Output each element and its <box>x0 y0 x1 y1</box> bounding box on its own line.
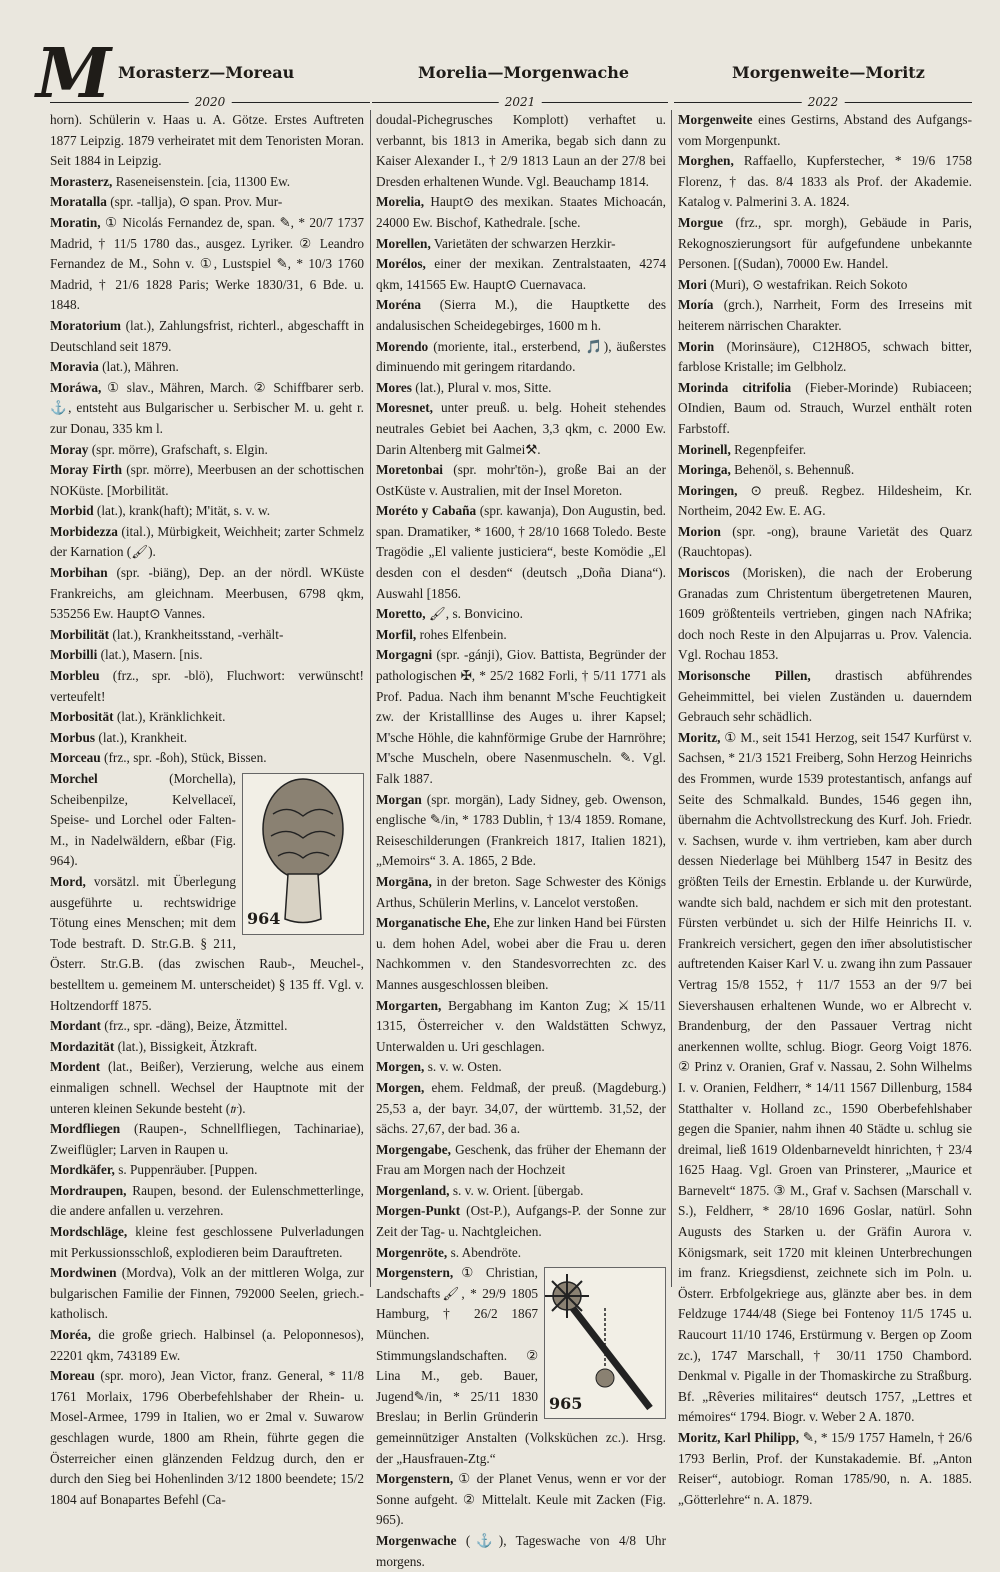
dictionary-entry <box>376 1181 666 1202</box>
entry-headword: Mord, <box>50 873 86 889</box>
entry-text: s. v. w. Osten. <box>424 1059 502 1075</box>
entry-text: (spr. morgän), Lady Sidney, geb. Owenson, englische ✎/in, * 1783 Dublin, † 13/4 1859. Romane, Reiseschilderungen (Frankreich 1817, Italien 1821), „Memoirs“ 3. A. 1865, 2 Bde. <box>376 791 666 869</box>
entry-text: (grch.), Narrheit, Form des Irreseins mit heiterem närrischen Charakter. <box>678 297 972 333</box>
entry-headword: Moretonbai <box>376 462 443 478</box>
entry-headword: Morgenstern, <box>376 1265 454 1281</box>
entry-headword: Mordazität <box>50 1038 115 1054</box>
page-number-right: 2022 <box>802 95 845 109</box>
entry-text: (spr. mörre), Grafschaft, s. Elgin. <box>88 441 268 457</box>
entry-text: (lat.), Masern. [nis. <box>97 647 203 663</box>
entry-text: (Muri), ⊙ westafrikan. Reich Sokoto <box>706 276 908 292</box>
entry-headword: Morin <box>678 338 715 354</box>
text-column-middle <box>376 110 667 1569</box>
dictionary-entry <box>50 645 364 666</box>
entry-headword: Morgan <box>376 791 422 807</box>
figure-965-label: 965 <box>549 1393 583 1413</box>
entry-headword: Mordent <box>50 1059 101 1075</box>
entry-headword: Morgen-Punkt <box>376 1203 461 1219</box>
entry-text: (frz., spr. -blö), Fluchwort: verwünscht! verteufelt! <box>50 668 364 704</box>
dictionary-entry <box>50 1325 364 1366</box>
dictionary-entry <box>50 666 364 707</box>
column-divider <box>671 110 672 1287</box>
page-number-row-right <box>674 96 972 110</box>
entry-headword: Morasterz, <box>50 173 113 189</box>
dictionary-entry <box>50 172 364 193</box>
dictionary-entry <box>50 501 364 522</box>
dictionary-entry <box>376 1469 666 1531</box>
entry-headword: Morinell, <box>678 441 731 457</box>
entry-headword: Morbilli <box>50 647 98 663</box>
dictionary-entry <box>50 563 364 625</box>
entry-headword: Moráwa, <box>50 379 102 395</box>
dictionary-entry <box>50 707 364 728</box>
entry-headword: Morellen, <box>376 235 431 251</box>
dictionary-entry <box>50 748 364 769</box>
entry-text: (spr. mohr'tön-), große Bai an der OstKüste v. Australien, mit der Insel Moreton. <box>376 462 666 498</box>
entry-text: Ehe zur linken Hand bei Fürsten u. dem hohen Adel, wobei aber die Frau u. deren Nachkommen v. den Standesvorrechten zc. des Mannes ausgeschlossen bleiben. <box>376 915 666 992</box>
entry-text: (lat.), Bissigkeit, Ätzkraft. <box>114 1038 258 1054</box>
entry-text: Bergabhang im Kanton Zug; ⚔ 15/11 1315, Österreicher v. den Waldstätten Schwyz, Unterwalden u. Uri geschlagen. <box>376 997 666 1054</box>
entry-headword: Morelia, <box>376 194 425 210</box>
entry-headword: Morgenstern, <box>376 1471 454 1487</box>
entry-text: Raffaello, Kupferstecher, * 19/6 1758 Florenz, † das. 8/4 1833 als Prof. der Akademie. Katalog v. Palmerini 3. A. 1824. <box>678 153 972 210</box>
dictionary-entry <box>376 913 666 995</box>
dictionary-entry <box>376 996 666 1058</box>
dictionary-entry <box>376 501 666 604</box>
entry-text: (spr. -gánji), Giov. Battista, Begründer der pathologischen ✠, * 25/2 1682 Forli, † 5/11 1771 als Prof. Padua. Nach ihm benannt M'sche Feuchtigkeit zw. der Kristalllinse des Auges u. ihrer Kapsel; M'sche Höhle, die kahnförmige Grube der Harnröhre; M'sche Muscheln, obere Nasenmuscheln. ✎. Vgl. Falk 1887. <box>376 647 666 786</box>
dictionary-entry <box>376 1078 666 1140</box>
dictionary-entry <box>50 440 364 461</box>
entry-text: (Fieber-Morinde) Rubiaceen; OIndien, Baum od. Strauch, Wurzel enthält roten Farbstoff. <box>678 379 972 436</box>
entry-text: (Morisken), die nach der Eroberung Granadas zum Christentum übergetretenen Mauren, 1609 größtenteils vertrieben, gingen nach NAfrika; doch noch Reste in den Alpujarras u. Prov. Valencia. Vgl. Rochau 1853. <box>678 565 972 663</box>
entry-headword: Morghen, <box>678 153 734 169</box>
dictionary-entry <box>50 460 364 501</box>
page-number-left: 2020 <box>189 95 232 109</box>
entry-text: rohes Elfenbein. <box>416 626 507 642</box>
dictionary-entry <box>50 1037 364 1058</box>
entry-headword: Morgen, <box>376 1079 425 1095</box>
entry-headword: Mores <box>376 379 412 395</box>
entry-headword: Moréa, <box>50 1327 91 1343</box>
dictionary-entry <box>50 1181 364 1222</box>
entry-text: (spr. mörre), Meerbusen an der schottischen NOKüste. [Morbilität. <box>50 462 364 498</box>
dictionary-entry <box>678 563 972 666</box>
entry-text: 🖌, s. Bonvicino. <box>425 606 523 622</box>
entry-headword: Morion <box>678 523 721 539</box>
entry-text: Haupt⊙ des mexikan. Staates Michoacán, 24000 Ew. Bischof, Kathedrale. [sche. <box>376 194 666 230</box>
entry-headword: Morgenland, <box>376 1182 450 1198</box>
entry-headword: Morgue <box>678 214 724 230</box>
column-header-middle: Morelia—Morgenwache <box>418 63 630 82</box>
dictionary-entry <box>678 295 972 336</box>
entry-text: (spr. -ong), braune Varietät des Quarz (Rauchtopas). <box>678 523 972 560</box>
entry-headword: Mordant <box>50 1018 101 1034</box>
entry-text: (lat., Beißer), Verzierung, welche aus einem einmaligen schnell. Wechsel der Hauptnote mit der unteren kleinen Sekunde besteht (𝆖). <box>50 1059 364 1116</box>
entry-text: (frz., spr. -däng), Beize, Ätzmittel. <box>100 1018 288 1034</box>
dictionary-entry <box>678 522 972 563</box>
page-number-row-middle <box>372 96 668 110</box>
entry-text: (⚓), Tageswache von 4/8 Uhr morgens. <box>376 1532 666 1569</box>
entry-text: (frz., spr. morgh), Gebäude in Paris, Rekognoszierungsort für aufgefundene unbekannte Personen. [(Sudan), 70000 Ew. Handel. <box>678 214 972 272</box>
figure-964-morel <box>242 773 364 935</box>
entry-headword: Morbilität <box>50 626 110 642</box>
dictionary-entry <box>376 378 666 399</box>
column-header-left: Morasterz—Moreau <box>118 63 295 82</box>
entry-text: horn). Schülerin v. Haas u. A. Götze. Erstes Auftreten 1877 Leipzig. 1879 verheiratet mit dem Tenoristen Moran. Seit 1884 in Leipzig. <box>50 112 364 169</box>
dictionary-entry <box>376 1243 666 1264</box>
dictionary-entry <box>50 1366 364 1510</box>
dictionary-entry <box>50 1160 364 1181</box>
entry-text: s. Puppenräuber. [Puppen. <box>114 1162 258 1178</box>
entry-headword: Moresnet, <box>376 400 433 416</box>
entry-headword: Morbid <box>50 503 94 519</box>
entry-text: ① M., seit 1541 Herzog, seit 1547 Kurfürst v. Sachsen, * 21/3 1521 Freiberg, Sohn Herzog Heinrichs des Frommen, wurde 1539 protestantisch, anfangs auf Seite des Schmalkald. Bundes, 1546 gegen ihn, übernahm die Achtvollstreckung des Kurf. Joh. Friedr. v. Sachsen, wurde v. ihm vertrieben, kam aber durch dessen Niederlage bei Mühlberg 1547 in Besitz des größten Teils der Ernestin. Erblande u. der Kurwürde, wandte sich bald, nachdem er sich mit den protestant. Fürsten verbündet u. sich der Hilfe Heinrichs II. v. Frankreich versichert, gegen den im̄er absolutistischer auftretenden Kaiser Karl V. u. zwang ihn zum Passauer Vertrag 15/8 1552, † 11/7 1553 an der 9/7 bei Sievershausen erhaltenen Wunde, wo er Albrecht v. Brandenburg, der den Passauer Vertrag nicht anerkennen wollte, schlug. Biogr. Georg Voigt 1876. ② Prinz v. Oranien, Graf v. Nassau, 2. Sohn Wilhelms I. v. Oranien, Feldherr, * 14/11 1567 Dillenburg, 1584 Statthalter v. Holland zc., 1590 Oberbefehlshaber gegen die Spanier, nahm ihnen 40 Städte u. schlug sie dreimal, ließ 1619 Oldenbarneveldt hinrichten, † 23/4 1625 Haag. Vgl. Groen van Prinsterer, „Maurice et Barnevelt“ 1875. ③ M., Graf v. Sachsen (Marschall v. S.), Feldherr, * 28/10 1696 Goslar, natürl. Sohn Augusts des Starken u. der Gräfin Aurora v. Königsmark, seit 1720 mit kleinen Unterbrechungen im franz. Kriegsdienst, zeichnete sich im Poln. u. Österr. Erbfolgekriege aus, glänzte aber bes. in dem Feldzuge 1744/48 (Siege bei Fontenoy 11/5 1745 u. Raucourt 11/10 1746, Erstürmung v. Bergen op Zoom zc.), 1747 Marschall, † 30/11 1750 Chambord. Denkmal v. Pigalle in der Thomaskirche zu Straßburg. Bf. „Rêveries militaires“ deutsch 1757, „Lettres et mémoires“ 1794. Biogr. v. Weber 2 A. 1870. <box>678 729 972 1425</box>
dictionary-entry <box>376 790 666 872</box>
dictionary-entry <box>376 337 666 378</box>
entry-text: (frz., spr. -ßoh), Stück, Bissen. <box>100 750 267 766</box>
entry-text: ① slav., Mähren, March. ② Schiffbarer serb. ⚓, entsteht aus Bulgarischer u. Serbischer M. u. geht r. zur Donau, 335 km l. <box>50 379 364 436</box>
entry-headword: Morinda citrifolia <box>678 379 792 395</box>
dictionary-entry <box>678 666 972 728</box>
entry-headword: Mordkäfer, <box>50 1162 115 1178</box>
entry-text: (Raupen-, Schnellfliegen, Tachinariae), Zweiflügler; Larven in Raupen u. <box>50 1121 364 1157</box>
dictionary-entry <box>376 604 666 625</box>
entry-text: ✎, * 15/9 1757 Hameln, † 26/6 1793 Berlin, Prof. der Kunstakademie. Bf. „Anton Reiser“, autobiogr. Roman 1785/90, n. A. 1885. „Götterlehre“ n. A. 1879. <box>678 1430 972 1507</box>
entry-headword: Morbus <box>50 729 96 745</box>
entry-headword: Moray Firth <box>50 462 123 478</box>
entry-text: Behenöl, s. Behennuß. <box>730 462 855 478</box>
dictionary-entry <box>678 275 972 296</box>
dictionary-entry <box>376 645 666 789</box>
entry-headword: Moretto, <box>376 606 426 622</box>
entry-headword: Morbidezza <box>50 523 118 539</box>
entry-headword: Morendo <box>376 338 429 354</box>
entry-headword: Morfil, <box>376 626 417 642</box>
dictionary-entry <box>376 110 666 192</box>
entry-text: (lat.), Plural v. mos, Sitte. <box>411 379 552 395</box>
entry-headword: Morgenwache <box>376 1532 457 1548</box>
dictionary-entry <box>50 378 364 440</box>
entry-text: eines Gestirns, Abstand des Aufgangs- vom Morgenpunkt. <box>678 112 972 148</box>
entry-text: ehem. Feldmaß, der preuß. (Magdeburg.) 25,53 a, der bayr. 34,07, der württemb. 31,52, der sächs. 27,67, der bad. 36 a. <box>376 1079 666 1137</box>
dictionary-entry <box>376 398 666 460</box>
entry-headword: Mordfliegen <box>50 1121 121 1137</box>
entry-headword: Morgenröte, <box>376 1244 448 1260</box>
dictionary-entry <box>678 460 972 481</box>
dictionary-entry <box>50 316 364 357</box>
entry-text: (spr. moro), Jean Victor, franz. General, * 11/8 1761 Morlaix, 1796 Oberbefehlshaber der Rhein- u. Mosel-Armee, 1799 in Italien, wo er 2mal v. Suwarow geschlagen wurde, 1800 am Rhein, führte gegen die Österreicher einen glänzenden Feldzug durch, den er durch den Sieg bei Hohenlinden 3/12 1800 beendete; 15/2 1804 auf Bonapartes Befehl (Ca- <box>50 1368 364 1507</box>
dictionary-entry <box>50 625 364 646</box>
dictionary-entry <box>678 378 972 440</box>
dictionary-entry <box>50 213 364 316</box>
entry-text: (lat.), krank(haft); M'ität, s. v. w. <box>93 503 271 519</box>
entry-headword: Morbosität <box>50 709 114 725</box>
page-number-row-left <box>50 96 370 110</box>
entry-headword: Moravia <box>50 359 99 375</box>
dictionary-entry <box>50 728 364 749</box>
text-column-left <box>50 110 364 1507</box>
dictionary-entry <box>376 254 666 295</box>
entry-text: ① Christian, Landschafts🖌, * 29/9 1805 Hamburg, † 26/2 1867 München. Stimmungslandschaften. ② Lina M., geb. Bauer, Jugend✎/in, * 25/11 1830 Breslau; in Berlin Gründerin gemeinnütziger Anstalten (Volksküchen zc.). Hrsg. der „Hausfrauen-Ztg.“ <box>376 1265 666 1466</box>
entry-text: (Mordva), Volk an der mittleren Wolga, zur bulgarischen Familie der Finnen, 792000 Seelen, griech.-katholisch. <box>50 1265 364 1322</box>
entry-text: doudal-Pichegrusches Komplott) verhaftet u. verbannt, bis 1813 in Amerika, begab sich dann zu Kaiser Alexander I., † 2/9 1813 Laun an der 27/8 bei Dresden erhaltenen Wunde. Vgl. Beauchamp 1814. <box>376 112 666 189</box>
entry-text: s. v. w. Orient. [übergab. <box>449 1182 584 1198</box>
dictionary-entry <box>678 1428 972 1510</box>
entry-headword: Mordwinen <box>50 1265 117 1281</box>
entry-text: (lat.), Zahlungsfrist, richterl., abgeschafft in Deutschland seit 1879. <box>50 317 364 354</box>
entry-headword: Moría <box>678 297 714 313</box>
entry-text: (spr. -biäng), Dep. an der nördl. WKüste Frankreichs, am gleichnam. Meerbusen, 6798 qkm, 535256 Ew. Haupt⊙ Vannes. <box>50 565 364 622</box>
entry-headword: Morélos, <box>376 256 426 272</box>
entry-text: einer der mexikan. Zentralstaaten, 4274 qkm, 141565 Ew. Haupt⊙ Cuernavaca. <box>376 256 666 292</box>
dictionary-entry <box>678 213 972 275</box>
entry-headword: Moratorium <box>50 317 121 333</box>
entry-headword: Morbihan <box>50 565 108 581</box>
entry-headword: Morchel <box>50 771 98 786</box>
dictionary-entry <box>376 1140 666 1181</box>
entry-text: (lat.), Mähren. <box>98 359 179 375</box>
entry-text: (Sierra M.), die Hauptkette des andalusischen Scheidegebirges, 1600 m h. <box>376 297 666 333</box>
entry-headword: Moréto y Cabaña <box>376 503 477 519</box>
entry-headword: Morgagni <box>376 647 433 663</box>
entry-text: kleine fest geschlossene Pulverladungen mit Perkussionsschloß, explodieren beim Darauftreten. <box>50 1224 364 1260</box>
entry-text: (lat.), Krankheitsstand, -verhält- <box>109 626 284 642</box>
dictionary-entry <box>376 234 666 255</box>
dictionary-entry <box>376 192 666 233</box>
dictionary-entry <box>376 295 666 336</box>
dictionary-entry <box>678 151 972 213</box>
entry-text: (spr. kawanja), Don Augustin, bed. span. Dramatiker, * 1600, † 28/10 1668 Toledo. Beste Tragödie „El valiente justiciera“, beste Komödie „El desden con el desden“ (deutsch „Doña Diana“). Auswahl [1856. <box>376 503 667 601</box>
dictionary-entry <box>50 357 364 378</box>
entry-text: ⊙ preuß. Regbez. Hildesheim, Kr. Northeim, 2042 Ew. E. AG. <box>678 482 972 519</box>
entry-text: drastisch abführendes Geheimmittel, bei vielen Zuständen u. dauerndem Gebrauch sehr schädlich. <box>678 668 972 725</box>
entry-text: (moriente, ital., ersterbend, 🎵), äußerstes diminuendo mit geringem ritardando. <box>376 338 666 375</box>
dictionary-entry <box>376 872 666 913</box>
dictionary-entry <box>678 440 972 461</box>
entry-headword: Moratin, <box>50 214 101 230</box>
entry-text: ① Nicolás Fernandez de, span. ✎, * 20/7 1737 Madrid, † 11/5 1780 das., ausgez. Lyriker. ② Leandro Fernandez de M., Sohn v. ①, Lustspiel ✎, * 10/3 1760 Madrid, † 21/6 1828 Paris; Werke 1830/31, 6 Bde. u. 1848. <box>50 214 364 313</box>
dictionary-entry <box>678 110 972 151</box>
entry-headword: Morgāna, <box>376 873 432 889</box>
page-number-middle: 2021 <box>499 95 542 109</box>
entry-headword: Moratalla <box>50 194 107 210</box>
column-divider <box>370 110 371 1287</box>
entry-text: unter preuß. u. belg. Hoheit stehendes neutrales Gebiet bei Aachen, 3,3 qkm, c. 2000 Ew. Darin Altenberg mit Galmei⚒. <box>376 400 666 457</box>
dictionary-entry <box>376 1201 666 1242</box>
dictionary-entry <box>50 192 364 213</box>
dictionary-entry <box>376 460 666 501</box>
entry-text: (Morchella), Scheibenpilze, Kelvellaceï, Speise- und Lorchel oder Falten-M., in Nadelwäldern, eßbar (Fig. 964). <box>50 771 236 869</box>
text-column-right <box>678 110 972 1507</box>
figure-965-morning-star <box>544 1267 666 1419</box>
dictionary-entry <box>678 481 972 522</box>
dictionary-entry <box>50 110 364 172</box>
entry-text: vorsätzl. mit Überlegung ausgeführte u. rechtswidrige Tötung eines Menschen; mit dem Tode bestraft. D. Str.G.B. § 211, Österr. Str.G.B. (das zwischen Raub-, Meuchel-, bestelltem u. gemeinem M. unterscheidet) § 135 ff. Vgl. v. Holtzendorff 1875. <box>50 873 364 1013</box>
entry-text: (Ost-P.), Aufgangs-P. der Sonne zur Zeit der Tag- u. Nachtgleichen. <box>376 1203 666 1240</box>
dictionary-entry <box>50 1222 364 1263</box>
entry-text: s. Abendröte. <box>447 1244 522 1260</box>
dictionary-entry <box>376 1057 666 1078</box>
entry-headword: Moringa, <box>678 462 731 478</box>
entry-text: ① der Planet Venus, wenn er vor der Sonne aufgeht. ② Mittelalt. Keule mit Zacken (Fig. 965). <box>376 1471 666 1528</box>
figure-964-label: 964 <box>247 909 281 929</box>
dictionary-entry <box>50 1016 364 1037</box>
section-letter: M <box>36 34 112 114</box>
entry-headword: Morgengabe, <box>376 1141 451 1157</box>
dictionary-entry <box>50 1119 364 1160</box>
entry-text: (lat.), Kränklichkeit. <box>113 709 226 725</box>
dictionary-entry <box>50 522 364 563</box>
entry-text: (Morinsäure), C12H8O5, schwach bitter, farblose Kristalle; im Gelbholz. <box>678 338 972 375</box>
entry-headword: Moréna <box>376 297 422 313</box>
dictionary-entry <box>50 1263 364 1325</box>
dictionary-entry <box>376 1531 666 1572</box>
entry-headword: Moringen, <box>678 482 738 498</box>
entry-headword: Morceau <box>50 750 101 766</box>
entry-headword: Moriscos <box>678 565 730 581</box>
entry-text: Geschenk, das früher der Ehemann der Frau am Morgen nach der Hochzeit <box>376 1141 666 1178</box>
entry-text: Varietäten der schwarzen Herzkir- <box>430 235 616 251</box>
entry-headword: Moray <box>50 441 89 457</box>
dictionary-entry <box>376 625 666 646</box>
entry-headword: Morisonsche Pillen, <box>678 668 811 684</box>
entry-text: (ital.), Mürbigkeit, Weichheit; zarter Schmelz der Karnation (🖌). <box>50 523 364 560</box>
entry-headword: Mordschläge, <box>50 1224 128 1240</box>
dictionary-entry <box>50 1057 364 1119</box>
entry-text: (spr. -tallja), ⊙ span. Prov. Mur- <box>106 194 283 210</box>
dictionary-entry <box>678 728 972 1428</box>
entry-text: die große griech. Halbinsel (a. Peloponnesos), 22201 qkm, 743189 Ew. <box>50 1327 364 1363</box>
entry-headword: Morgarten, <box>376 997 442 1013</box>
entry-text: Raupen, besond. der Eulenschmetterlinge, die andere anfallen u. verzehren. <box>50 1182 364 1219</box>
entry-headword: Morgenweite <box>678 112 753 127</box>
entry-text: Regenpfeifer. <box>730 441 807 457</box>
column-header-right: Morgenweite—Moritz <box>732 63 925 82</box>
entry-text: (lat.), Krankheit. <box>95 729 188 745</box>
entry-headword: Morbleu <box>50 668 100 684</box>
entry-headword: Mori <box>678 276 707 292</box>
entry-headword: Moritz, Karl Philipp, <box>678 1430 800 1445</box>
entry-headword: Morgen, <box>376 1059 425 1075</box>
entry-headword: Moritz, <box>678 729 721 745</box>
entry-headword: Moreau <box>50 1368 95 1384</box>
entry-headword: Mordraupen, <box>50 1182 127 1198</box>
dictionary-entry <box>678 337 972 378</box>
entry-headword: Morganatische Ehe, <box>376 915 490 931</box>
entry-text: Raseneisenstein. [cia, 11300 Ew. <box>112 173 291 189</box>
entry-text: in der breton. Sage Schwester des Königs Arthus, Schülerin Merlins, v. Lancelot verstoßen. <box>376 873 666 910</box>
